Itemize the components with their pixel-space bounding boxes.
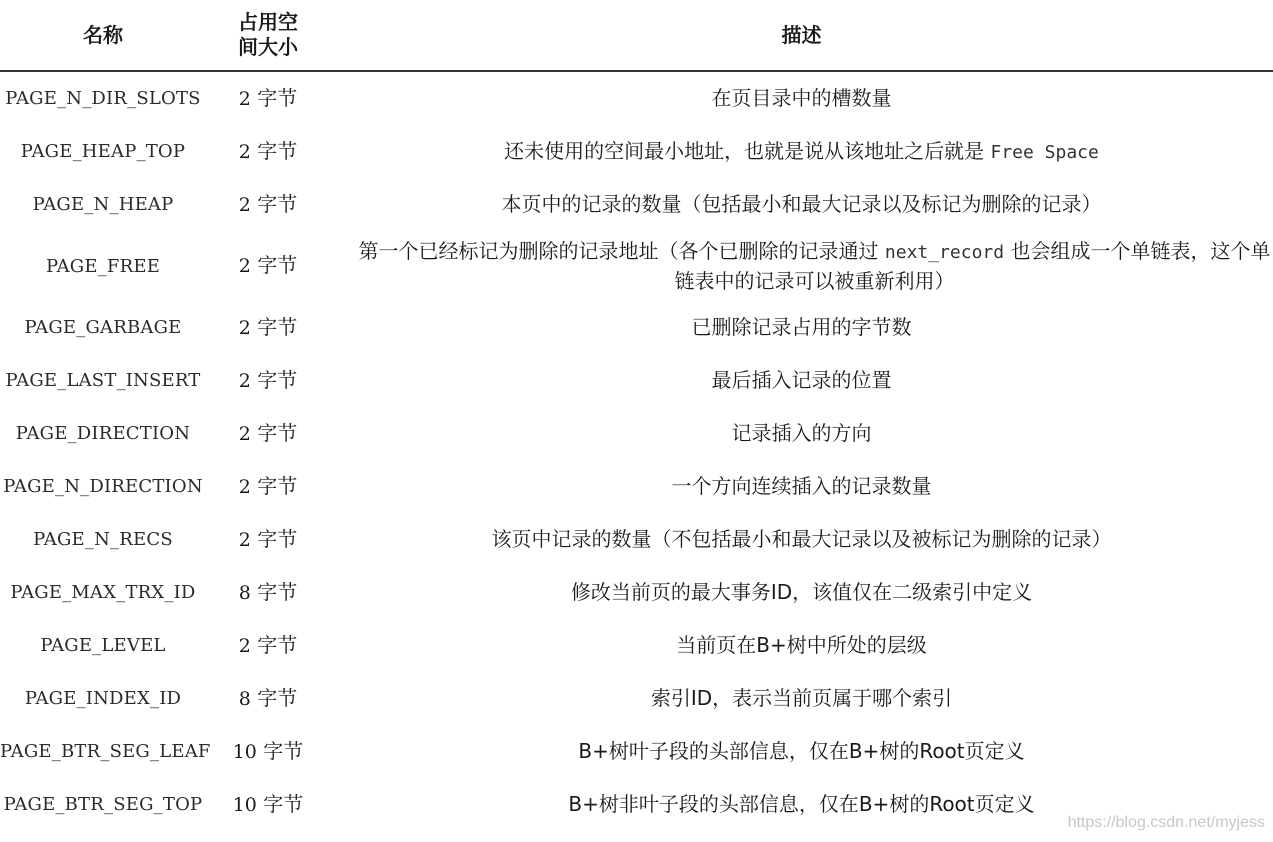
field-size-unit: 字节 — [257, 85, 298, 110]
field-description: 当前页在B+树中所处的层级 — [676, 633, 927, 657]
field-size-unit: 字节 — [257, 367, 298, 392]
field-description: 已删除记录占用的字节数 — [691, 315, 912, 339]
field-description: 修改当前页的最大事务ID，该值仅在二级索引中定义 — [570, 580, 1033, 604]
field-description: 一个方向连续插入的记录数量 — [671, 474, 932, 498]
field-size-number: 2 — [238, 369, 251, 392]
field-description — [330, 125, 1273, 178]
field-name: PAGE_MAX_TRX_ID — [10, 582, 196, 603]
table-row — [0, 619, 1273, 672]
field-description: 最后插入记录的位置 — [711, 368, 892, 392]
table-row — [0, 71, 1273, 125]
field-name: PAGE_BTR_SEG_LEAF — [0, 741, 211, 762]
table-row — [0, 178, 1273, 231]
field-size-number: 2 — [238, 255, 251, 277]
field-description-code: next_record — [884, 241, 1005, 263]
field-size-unit: 字节 — [257, 632, 298, 657]
field-name: PAGE_LEVEL — [40, 635, 166, 656]
field-size — [206, 566, 330, 619]
field-size — [206, 619, 330, 672]
column-header-name: 名称 — [0, 0, 206, 71]
table-row — [0, 725, 1273, 778]
field-size — [206, 178, 330, 231]
table-row — [0, 513, 1273, 566]
field-size — [206, 672, 330, 725]
field-size-number: 10 — [232, 793, 257, 816]
field-size-unit: 字节 — [257, 526, 298, 551]
field-size-number: 2 — [238, 634, 251, 657]
table-header-row — [0, 0, 1273, 71]
field-size — [206, 513, 330, 566]
field-description: B+树非叶子段的头部信息，仅在B+树的Root页定义 — [568, 792, 1035, 816]
field-name: PAGE_BTR_SEG_TOP — [3, 794, 203, 815]
field-name: PAGE_INDEX_ID — [24, 688, 182, 709]
field-size-unit: 字节 — [263, 738, 304, 763]
field-description: 该页中记录的数量（不包括最小和最大记录以及被标记为删除的记录） — [491, 527, 1112, 551]
field-size — [206, 71, 330, 125]
field-size-unit: 字节 — [257, 138, 298, 163]
table-row — [0, 566, 1273, 619]
field-size-unit: 字节 — [257, 420, 298, 445]
field-size-number: 2 — [238, 87, 251, 110]
field-size — [206, 125, 330, 178]
field-description-text: 还未使用的空间最小地址，也就是说从该地址之后就是 — [504, 138, 991, 163]
table-row — [0, 301, 1273, 354]
table-row — [0, 125, 1273, 178]
field-size-number: 8 — [238, 581, 251, 604]
field-size — [206, 231, 330, 301]
table-row — [0, 672, 1273, 725]
field-name: PAGE_N_RECS — [33, 529, 173, 550]
table-row — [0, 354, 1273, 407]
watermark: https://blog.csdn.net/myjess — [1067, 814, 1265, 831]
field-size-number: 2 — [238, 422, 251, 445]
field-name: PAGE_N_DIRECTION — [3, 476, 203, 497]
field-description-text: 第一个已经标记为删除的记录地址（各个已删除的记录通过 — [358, 238, 885, 263]
field-description-code: Free Space — [990, 141, 1099, 163]
field-size-unit: 字节 — [257, 473, 298, 498]
column-header-size — [206, 0, 330, 71]
table-row — [0, 460, 1273, 513]
field-description: 在页目录中的槽数量 — [711, 86, 892, 110]
table-row — [0, 407, 1273, 460]
field-size — [206, 778, 330, 831]
field-description: B+树叶子段的头部信息，仅在B+树的Root页定义 — [578, 739, 1025, 763]
field-name: PAGE_HEAP_TOP — [20, 141, 186, 162]
field-name: PAGE_FREE — [45, 255, 161, 277]
column-header-size-line2: 间大小 — [238, 35, 298, 59]
field-name: PAGE_GARBAGE — [24, 317, 182, 338]
field-size-unit: 字节 — [257, 685, 298, 710]
field-description — [330, 231, 1273, 301]
field-size-number: 10 — [232, 740, 257, 763]
field-size — [206, 460, 330, 513]
field-size-number: 2 — [238, 140, 251, 163]
field-name: PAGE_N_HEAP — [32, 194, 174, 215]
field-description: 记录插入的方向 — [731, 421, 872, 445]
field-size — [206, 725, 330, 778]
field-description: 索引ID，表示当前页属于哪个索引 — [650, 686, 953, 710]
field-name: PAGE_LAST_INSERT — [5, 370, 201, 391]
field-size-number: 2 — [238, 193, 251, 216]
field-size-unit: 字节 — [257, 314, 298, 339]
field-size-number: 8 — [238, 687, 251, 710]
field-description-text-continued: 也会组成一个单链表，这个单链表中的记录可以被重新利用） — [674, 238, 1271, 293]
field-name: PAGE_N_DIR_SLOTS — [5, 88, 201, 109]
field-size — [206, 354, 330, 407]
column-header-size-line1: 占用空 — [238, 10, 298, 34]
field-size-number: 2 — [238, 316, 251, 339]
field-size — [206, 301, 330, 354]
field-description: 本页中的记录的数量（包括最小和最大记录以及标记为删除的记录） — [501, 192, 1102, 216]
field-size-unit: 字节 — [263, 791, 304, 816]
table-row — [0, 231, 1273, 301]
field-name: PAGE_DIRECTION — [15, 423, 191, 444]
field-size-unit: 字节 — [257, 253, 298, 277]
field-size-number: 2 — [238, 475, 251, 498]
field-size-unit: 字节 — [257, 191, 298, 216]
column-header-description: 描述 — [330, 0, 1273, 71]
field-size-number: 2 — [238, 528, 251, 551]
field-size — [206, 407, 330, 460]
field-size-unit: 字节 — [257, 579, 298, 604]
